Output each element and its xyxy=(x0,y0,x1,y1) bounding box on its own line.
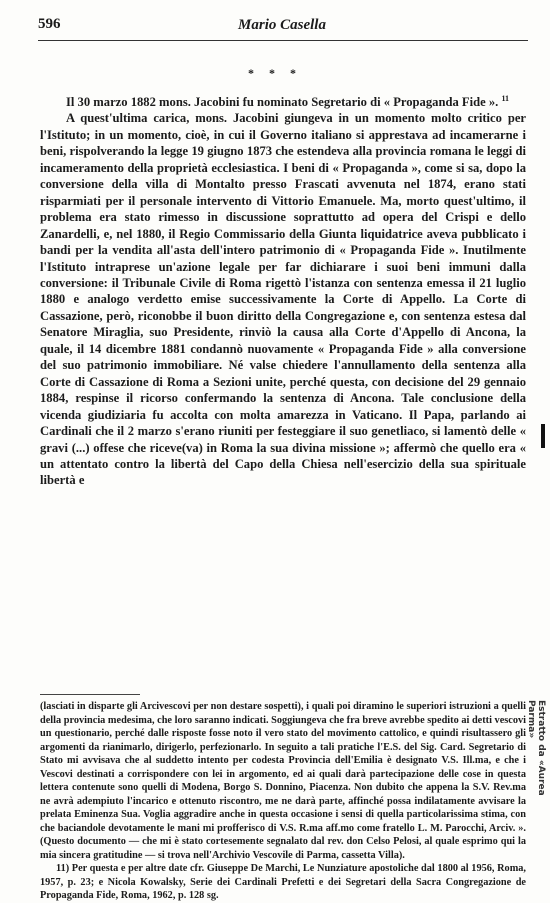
header-rule xyxy=(38,40,528,41)
paragraph-text: Il 30 marzo 1882 mons. Jacobini fu nominato Segretario di « Propaganda Fide ». xyxy=(66,95,499,109)
footnote: 11) Per questa e per altre date cfr. Giuseppe De Marchi, Le Nunziature apostoliche dal 1800 al 1956, Roma, 1957, p. 23; e Nicola Kowalsky, Serie dei Cardinali Prefetti e dei Segretari della Sacra Congregazione de Propaganda Fide, Roma, 1962, p. 128 sg. xyxy=(40,863,526,901)
footnote-separator xyxy=(40,694,140,695)
page-header xyxy=(38,16,526,42)
margin-mark xyxy=(541,424,545,448)
footnote: (lasciati in disparte gli Arcivescovi per non destare sospetti), i quali poi diramino le superiori istruzioni a quelli della provincia medesima, che loro saranno indicati. Soggiungeva che fra breve avrebbe spedito ai detti vescovi un questionario, perché dalle risposte fosse noto il vero stato del movimento cattolico, e quindi risultassero gli argomenti da rianimarlo, dirigerlo, perfezionarlo. In seguito a tali pratiche l'E.S. del Sig. Card. Segretario di Stato mi avvisava che al suddetto intento per codesta Provincia dell'Emilia è designato V.S. Ill.ma, e che i Vescovi destinati a corrispondere con lei in argomento, ed ai quali darà partecipazione delle cose in questa lettera contenute sono quelli di Modena, Borgo S. Donnino, Piacenza. Non dubito che appena la S.V. Rev.ma ne avrà adempiuto l'incarico e ottenuto riscontro, me ne darà parte, affinché possa indilatamente avvisare la prelata Eminenza Sua. Voglia aggradire anche in questa occasione i sensi di quella particolarissima stima, con che baciandole devotamente le mani mi profferisco di V.S. R.ma aff.mo come fratello L. M. Parocchi, Arciv. ». (Questo documento — che mi è stato cortesemente segnalato dal rev. don Celso Pelosi, al quale esprimo qui la mia sincera gratitudine — si trova nell'Archivio Vescovile di Parma, cassetta Villa). xyxy=(40,701,526,861)
paragraph xyxy=(40,94,526,110)
paragraph: A quest'ultima carica, mons. Jacobini giungeva in un momento molto critico per l'Istituto; in un momento, cioè, in cui il Governo italiano si apprestava ad incamerarne i beni, rispolverando la legge 19 giugno 1873 che estendeva alla provincia romana le leggi di incameramento della proprietà ecclesiastica. I beni di « Propaganda », come si sa, dopo la conversione della villa di Montalto presso Frascati avvenuta nel 1874, erano stati risparmiati per il personale intervento di Vittorio Emanuele. Ma, morto quest'ultimo, il problema era stato rimesso in discussione soprattutto ad opera del Crispi e dello Zanardelli, e, nel 1880, il Regio Commissario della Giunta liquidatrice aveva pubblicato i bandi per la vendita all'asta dell'intero patrimonio di « Propaganda Fide ». Inutilmente l'Istituto intraprese un'azione legale per far dichiarare i suoi beni immuni dalla conversione: il Tribunale Civile di Roma rigettò l'istanza con sentenza emessa il 21 luglio 1880 e analogo verdetto emise successivamente la Corte di Appello. La Corte di Cassazione, però, riconobbe il buon diritto della Congregazione e, con sentenza estesa dal Senatore Miraglia, suo Presidente, rinviò la causa alla Corte d'Appello di Ancona, la quale, il 14 dicembre 1881 condannò nuovamente « Propaganda Fide » alla conversione del suo patrimonio immobiliare. Né valse chiedere l'annullamento della sentenza alla Corte di Cassazione di Roma a Sezioni unite, perché questa, con decisione del 29 gennaio 1884, respinse il ricorso confermando la sentenza di Ancona. Tale conclusione della vicenda giudiziaria fu accolta con molta amarezza in Vaticano. Il Papa, parlando ai Cardinali che il 2 marzo s'erano riuniti per festeggiare il suo genetliaco, si lamentò delle « gravi (...) offese che riceve(va) in Roma la sua divina missione »; affermò che quello era « un attentato contro la libertà del Capo della Chiesa nell'esercizio della sua spirituale libertà e xyxy=(40,111,526,488)
page-number: 596 xyxy=(38,16,61,32)
margin-stamp: Estratto da «Aurea Parma» xyxy=(526,700,546,796)
running-head: Mario Casella xyxy=(238,17,326,33)
main-text xyxy=(40,94,526,489)
section-separator: * * * xyxy=(248,66,302,80)
footnote-ref: 11 xyxy=(501,93,510,103)
footnotes xyxy=(40,700,526,903)
